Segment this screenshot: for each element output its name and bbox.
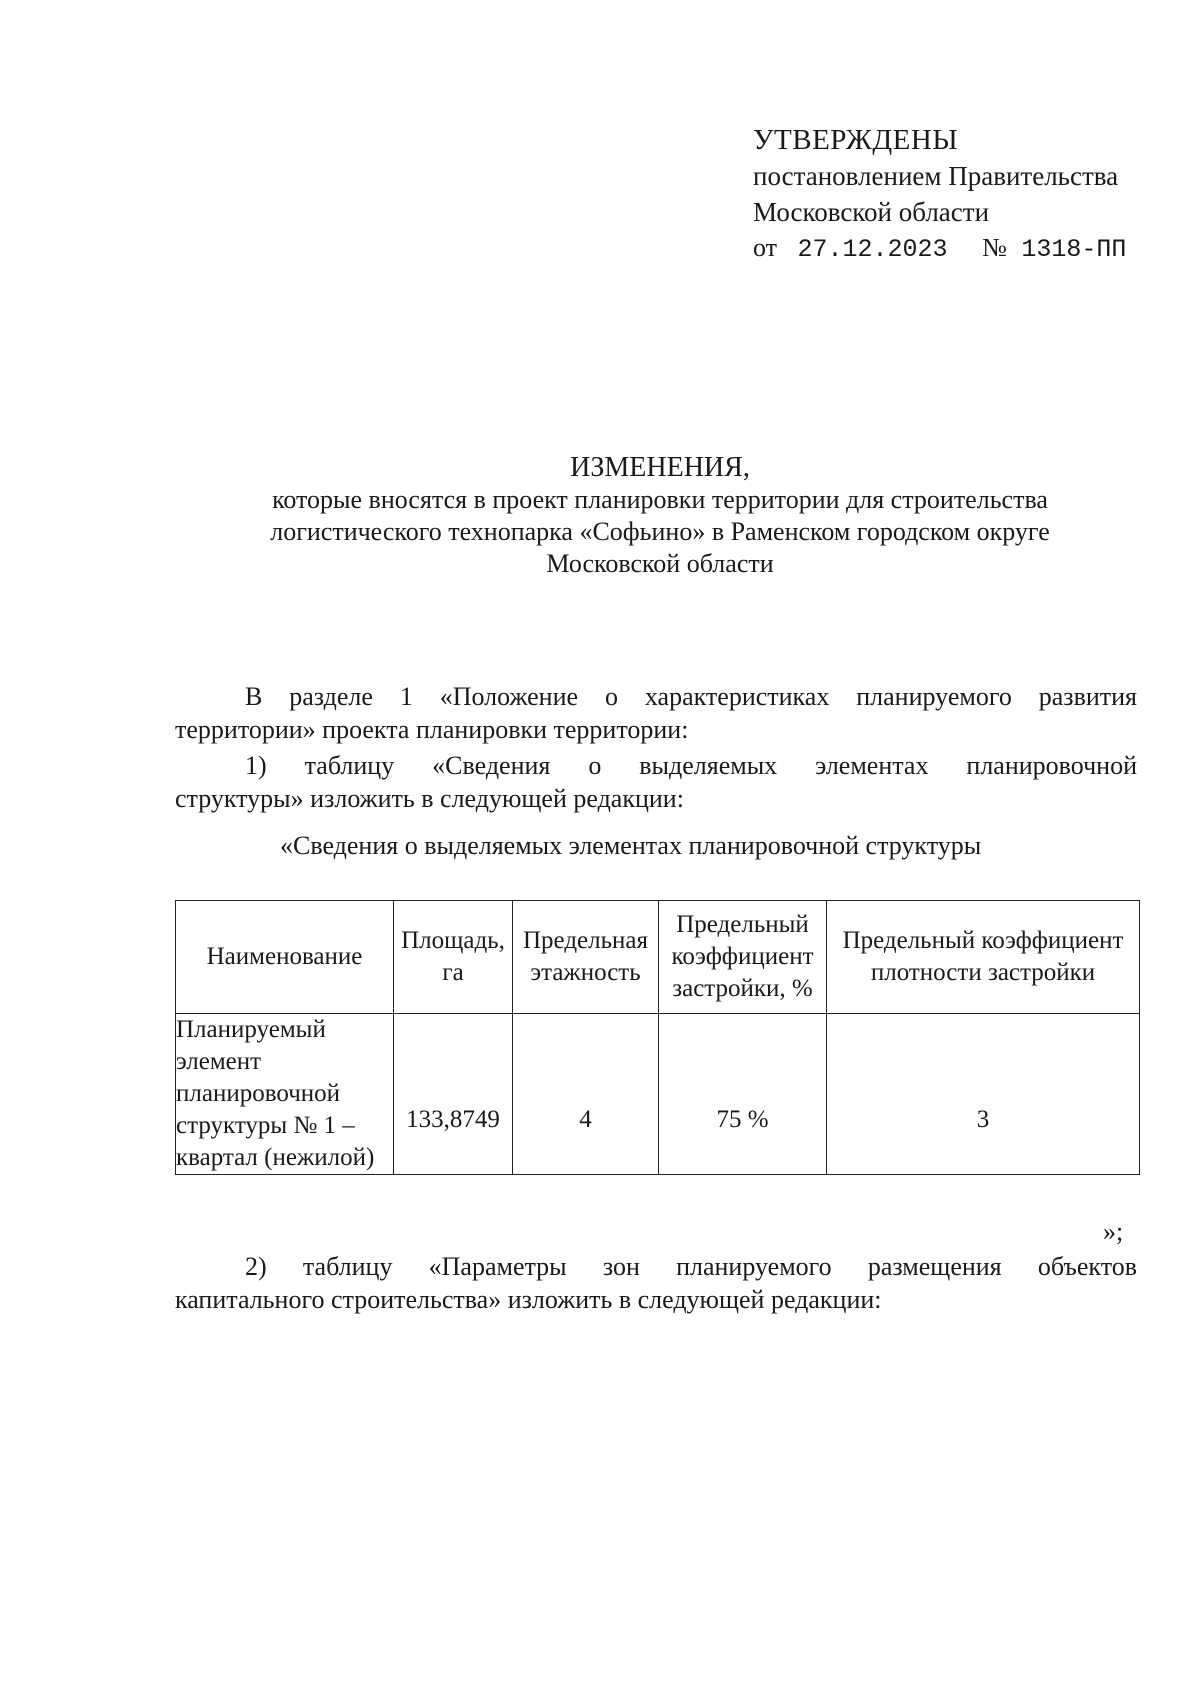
approval-line-1: постановлением Правительства bbox=[753, 161, 1119, 191]
heading-line-2: логистического технопарка «Софьино» в Раменском городском округе bbox=[270, 517, 1050, 546]
header-coverage: Предельный коэффициент застройки, % bbox=[659, 901, 827, 1014]
intro-line-2: территории» проекта планировки территории: bbox=[175, 715, 689, 744]
cell-coverage: 75 % bbox=[659, 1014, 827, 1175]
approval-date: 27.12.2023 bbox=[797, 235, 948, 264]
intro-paragraph bbox=[175, 680, 1137, 815]
approval-stamp bbox=[753, 122, 1126, 268]
number-sign: № bbox=[982, 233, 1007, 262]
heading-line-1: которые вносятся в проект планировки территории для строительства bbox=[272, 485, 1048, 514]
approval-line-2: Московской области bbox=[753, 197, 990, 227]
table-row bbox=[176, 1014, 1140, 1175]
item2-line-2: капитального строительства» изложить в следующей редакции: bbox=[175, 1285, 882, 1314]
cell-floors: 4 bbox=[513, 1014, 659, 1175]
header-name: Наименование bbox=[176, 901, 394, 1014]
table-header-row bbox=[176, 901, 1140, 1014]
cell-name: Планируемый элемент планировочной структуры № 1 – квартал (нежилой) bbox=[176, 1014, 394, 1175]
approval-number: 1318-ПП bbox=[1021, 235, 1127, 264]
approval-title: УТВЕРЖДЕНЫ bbox=[753, 124, 959, 156]
item2-paragraph bbox=[175, 1250, 1137, 1316]
header-density: Предельный коэффициент плотности застройки bbox=[827, 901, 1140, 1014]
quote-closer: »; bbox=[1103, 1217, 1124, 1246]
header-floors: Предельная этажность bbox=[513, 901, 659, 1014]
heading-line-3: Московской области bbox=[546, 549, 774, 578]
item1-line-2: структуры» изложить в следующей редакции: bbox=[175, 784, 684, 813]
approval-date-line bbox=[753, 230, 1126, 268]
item2-line-1: 2) таблицу «Параметры зон планируемого размещения объектов bbox=[245, 1252, 1137, 1281]
document-heading bbox=[0, 452, 1200, 580]
header-area: Площадь, га bbox=[394, 901, 513, 1014]
cell-density: 3 bbox=[827, 1014, 1140, 1175]
table-caption: «Сведения о выделяемых элементах планировочной структуры bbox=[280, 831, 982, 860]
cell-area: 133,8749 bbox=[394, 1014, 513, 1175]
item1-line-1: 1) таблицу «Сведения о выделяемых элементах планировочной bbox=[245, 751, 1137, 780]
planning-structure-table bbox=[175, 900, 1140, 1175]
intro-line-1: В разделе 1 «Положение о характеристиках планируемого развития bbox=[245, 682, 1137, 711]
document-title: ИЗМЕНЕНИЯ, bbox=[570, 452, 750, 483]
date-prefix: от bbox=[753, 233, 778, 262]
